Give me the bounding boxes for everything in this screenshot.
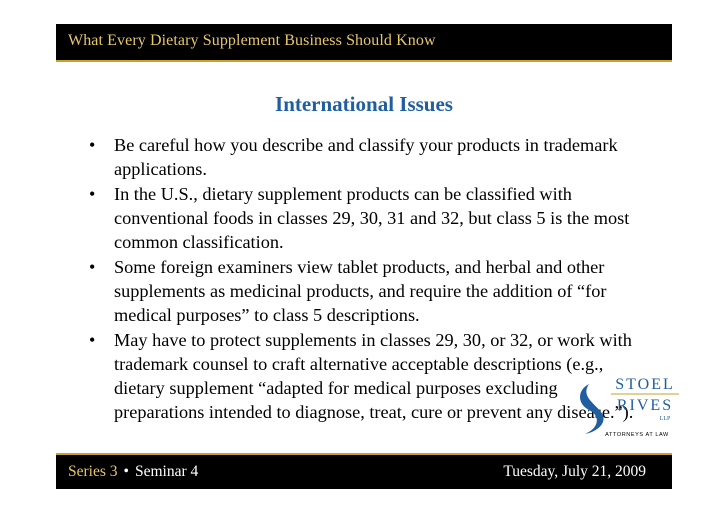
seminar-label: Seminar 4	[134, 463, 199, 480]
footer-series-info	[68, 463, 198, 481]
footer-bar	[56, 453, 672, 489]
stoel-rives-logo	[575, 372, 685, 442]
logo-word-stoel: STOEL	[615, 376, 675, 393]
logo-llp: LLP	[659, 416, 671, 422]
presentation-title: What Every Dietary Supplement Business Should Know	[68, 32, 436, 49]
bullet-text: Be careful how you describe and classify your products in trademark applications.	[114, 135, 618, 179]
bullet-dot-icon: •	[89, 330, 96, 350]
bullet-text: In the U.S., dietary supplement products can be classified with conventional foods in classes 29, 30, 31 and 32, but class 5 is the most common classification.	[114, 184, 630, 252]
series-label: Series 3	[68, 463, 118, 480]
slide-title: International Issues	[275, 92, 453, 116]
bullet-text: May have to protect supplements in classes 29, 30, or 32, or work with trademark counsel to craft alternative acceptable descriptions (e.g., dietary supplement “adapted for medical purposes excluding preparations intended to diagnose, treat, cure or prevent any disease.”).	[114, 330, 634, 422]
bullet-text: Some foreign examiners view tablet products, and herbal and other supplements as medicinal products, and require the addition of “for medical purposes” to class 5 descriptions.	[114, 257, 607, 325]
footer-separator: •	[123, 463, 129, 480]
bullet-item	[80, 328, 640, 424]
bullet-dot-icon: •	[89, 184, 96, 204]
bullet-item	[80, 182, 640, 254]
footer-date: Tuesday, July 21, 2009	[503, 463, 646, 480]
bullet-item	[80, 133, 640, 181]
logo-tagline: ATTORNEYS AT LAW	[605, 432, 669, 438]
bullet-list	[80, 133, 640, 425]
bullet-dot-icon: •	[89, 135, 96, 155]
header-bar	[56, 24, 672, 62]
bullet-item	[80, 255, 640, 327]
bullet-dot-icon: •	[89, 257, 96, 277]
logo-swoosh-icon	[580, 384, 604, 434]
logo-word-rives: RIVES	[616, 397, 674, 414]
